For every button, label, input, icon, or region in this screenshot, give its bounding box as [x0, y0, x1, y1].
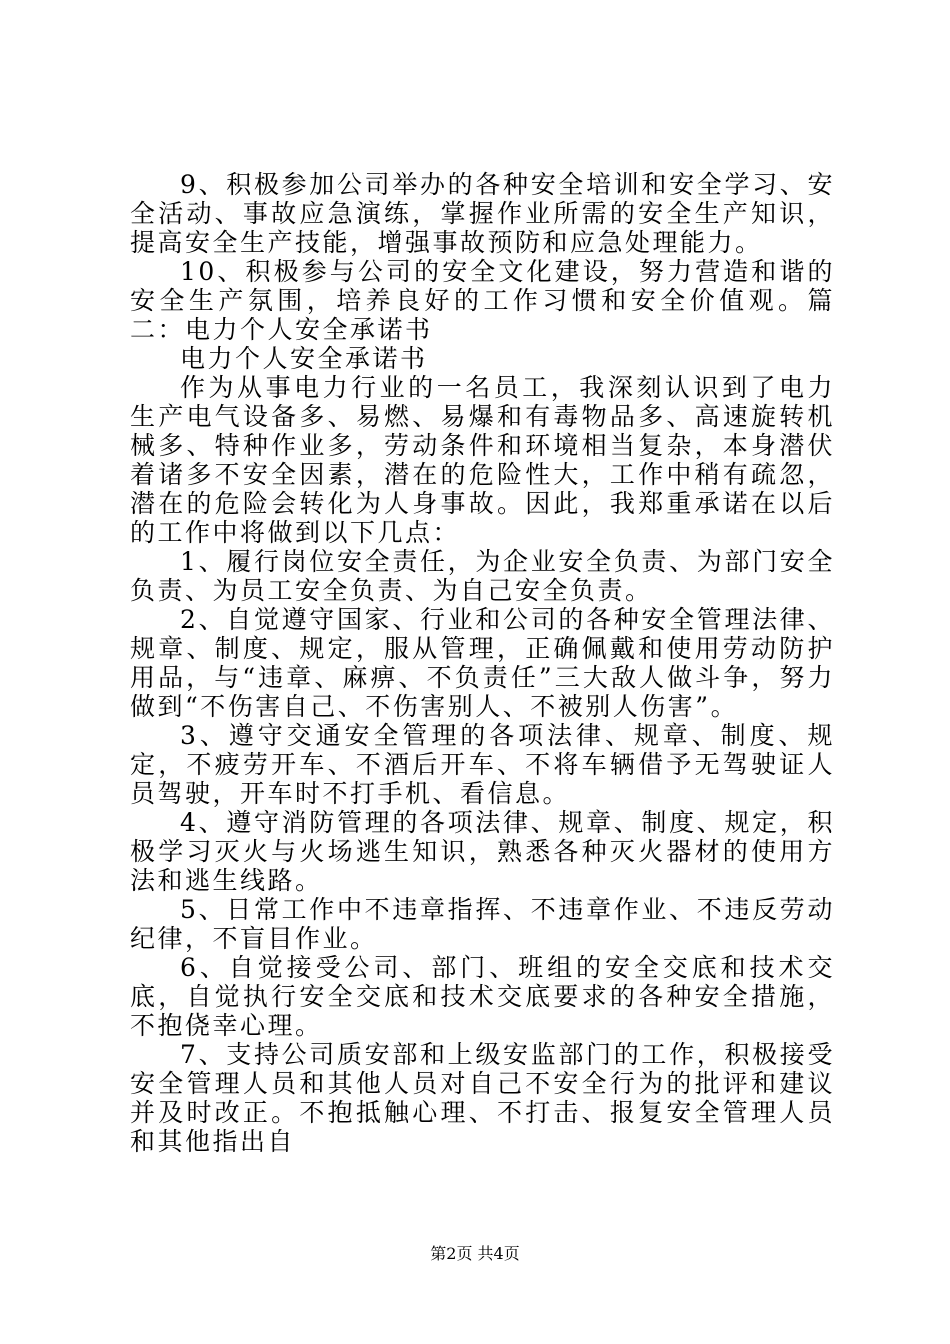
paragraph-item-9: 9、积极参加公司举办的各种安全培训和安全学习、安全活动、事故应急演练，掌握作业所需的安全生产知识，提高安全生产技能，增强事故预防和应急处理能力。	[130, 170, 835, 257]
paragraph-item-4: 4、遵守消防管理的各项法律、规章、制度、规定，积极学习灭火与火场逃生知识，熟悉各种灭火器材的使用方法和逃生线路。	[130, 808, 835, 895]
page-number: 第2页 共4页	[430, 1244, 520, 1263]
document-body	[130, 170, 835, 1156]
paragraph-item-3: 3、遵守交通安全管理的各项法律、规章、制度、规定，不疲劳开车、不酒后开车、不将车辆借予无驾驶证人员驾驶，开车时不打手机、看信息。	[130, 721, 835, 808]
paragraph-intro: 作为从事电力行业的一名员工，我深刻认识到了电力生产电气设备多、易燃、易爆和有毒物品多、高速旋转机械多、特种作业多，劳动条件和环境相当复杂，本身潜伏着诸多不安全因素，潜在的危险性大，工作中稍有疏忽，潜在的危险会转化为人身事故。因此，我郑重承诺在以后的工作中将做到以下几点：	[130, 373, 835, 547]
paragraph-item-6: 6、自觉接受公司、部门、班组的安全交底和技术交底，自觉执行安全交底和技术交底要求的各种安全措施，不抱侥幸心理。	[130, 953, 835, 1040]
paragraph-item-10: 10、积极参与公司的安全文化建设，努力营造和谐的安全生产氛围，培养良好的工作习惯和安全价值观。篇二：电力个人安全承诺书	[130, 257, 835, 344]
section-title: 电力个人安全承诺书	[180, 344, 428, 373]
paragraph-item-1: 1、履行岗位安全责任，为企业安全负责、为部门安全负责、为员工安全负责、为自己安全负责。	[130, 547, 835, 605]
paragraph-item-7: 7、支持公司质安部和上级安监部门的工作，积极接受安全管理人员和其他人员对自己不安全行为的批评和建议并及时改正。不抱抵触心理、不打击、报复安全管理人员和其他指出自	[130, 1040, 835, 1156]
page-footer	[0, 1244, 950, 1264]
paragraph-item-5: 5、日常工作中不违章指挥、不违章作业、不违反劳动纪律，不盲目作业。	[130, 895, 835, 953]
paragraph-item-2: 2、自觉遵守国家、行业和公司的各种安全管理法律、规章、制度、规定，服从管理，正确佩戴和使用劳动防护用品，与“违章、麻痹、不负责任”三大敌人做斗争，努力做到“不伤害自己、不伤害别人、不被别人伤害”。	[130, 605, 835, 721]
